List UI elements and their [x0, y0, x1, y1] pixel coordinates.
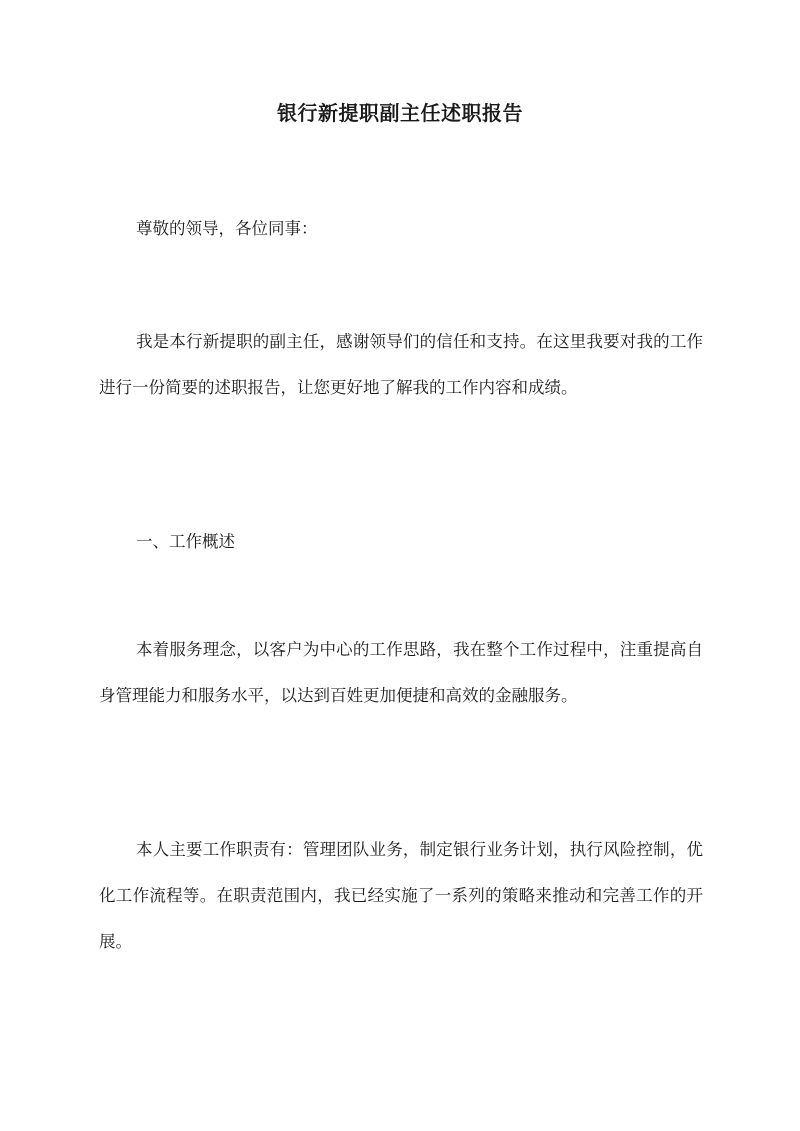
duties-paragraph: 本人主要工作职责有：管理团队业务，制定银行业务计划，执行风险控制，优化工作流程等。在职责范围内，我已经实施了一系列的策略来推动和完善工作的开展。 — [99, 840, 703, 951]
overview-paragraph: 本着服务理念，以客户为中心的工作思路，我在整个工作过程中，注重提高自身管理能力和服务水平，以达到百姓更加便捷和高效的金融服务。 — [99, 640, 703, 705]
greeting-paragraph: 尊敬的领导，各位同事： — [136, 219, 318, 238]
intro-paragraph: 我是本行新提职的副主任，感谢领导们的信任和支持。在这里我要对我的工作进行一份简要的述职报告，让您更好地了解我的工作内容和成绩。 — [99, 332, 703, 397]
document-title: 银行新提职副主任述职报告 — [277, 101, 523, 125]
section-heading-overview: 一、工作概述 — [136, 532, 235, 551]
